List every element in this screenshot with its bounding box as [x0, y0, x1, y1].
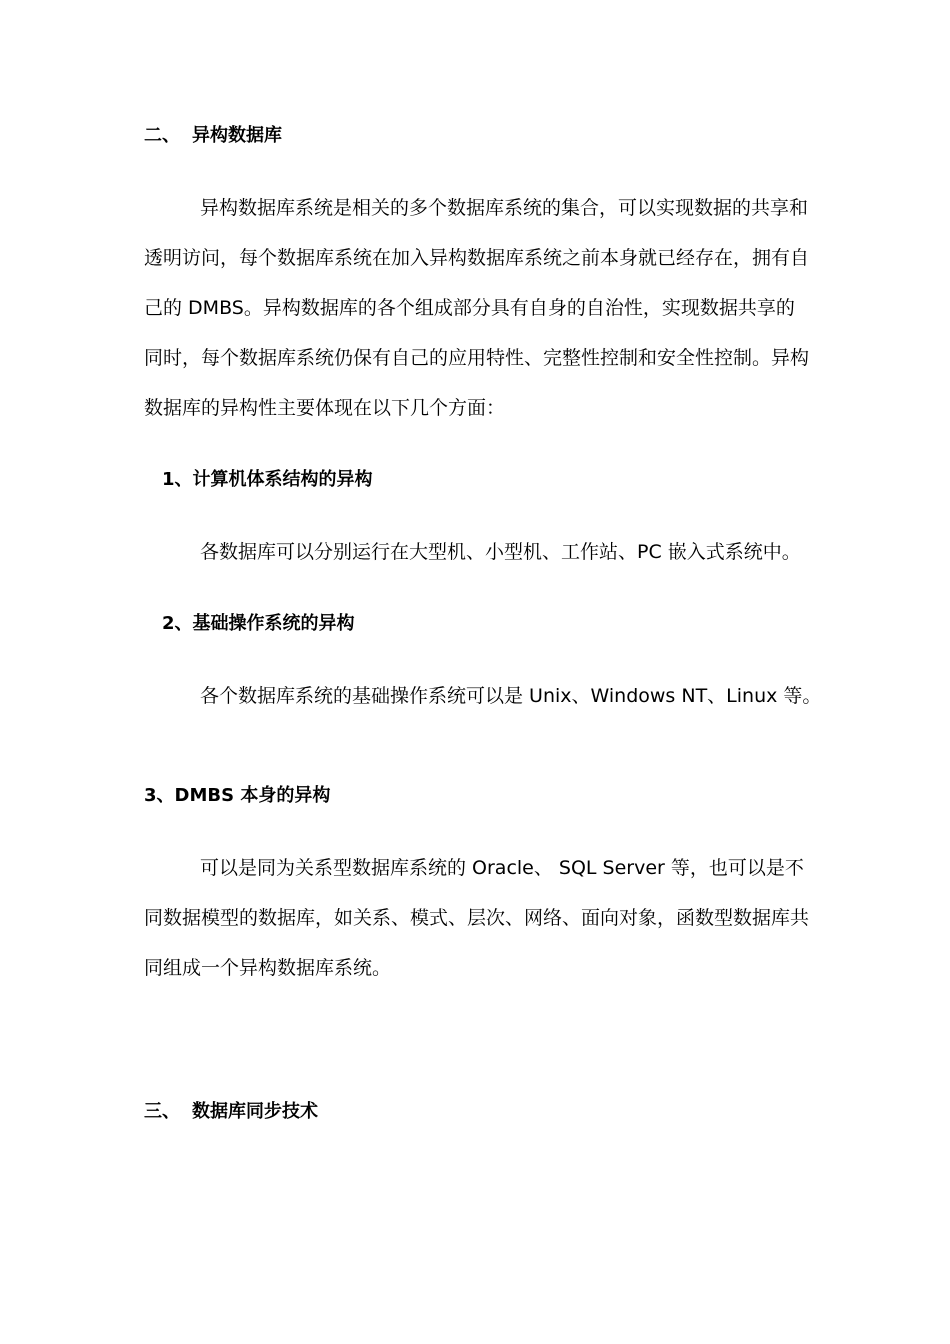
paragraph-line: 各数据库可以分别运行在大型机、小型机、工作站、PC 嵌入式系统中。: [200, 541, 801, 563]
paragraph-line: 各个数据库系统的基础操作系统可以是 Unix、Windows NT、Linux 等。: [200, 685, 822, 707]
item-2-heading: 2、基础操作系统的异构: [162, 613, 355, 634]
paragraph-line: 数据库的异构性主要体现在以下几个方面：: [144, 397, 506, 419]
section-3-heading: [144, 1100, 318, 1124]
section-2-heading: [144, 124, 282, 148]
section-2-number: 二、: [144, 125, 180, 146]
section-3-title: 数据库同步技术: [192, 1101, 318, 1122]
paragraph-line: 可以是同为关系型数据库系统的 Oracle、 SQL Server 等，也可以是不: [200, 857, 804, 879]
paragraph-line: 同组成一个异构数据库系统。: [144, 957, 392, 979]
paragraph-line: 己的 DMBS。异构数据库的各个组成部分具有自身的自治性，实现数据共享的: [144, 297, 795, 319]
section-3-number: 三、: [144, 1101, 180, 1122]
item-3-heading: 3、DMBS 本身的异构: [144, 785, 331, 806]
section-2-title: 异构数据库: [192, 125, 282, 146]
paragraph-line: 透明访问，每个数据库系统在加入异构数据库系统之前本身就已经存在，拥有自: [144, 247, 810, 269]
item-1-heading: 1、计算机体系结构的异构: [162, 469, 373, 490]
paragraph-line: 同时，每个数据库系统仍保有自己的应用特性、完整性控制和安全性控制。异构: [144, 347, 810, 369]
paragraph-line: 同数据模型的数据库，如关系、模式、层次、网络、面向对象，函数型数据库共: [144, 907, 810, 929]
paragraph-line: 异构数据库系统是相关的多个数据库系统的集合，可以实现数据的共享和: [200, 197, 809, 219]
